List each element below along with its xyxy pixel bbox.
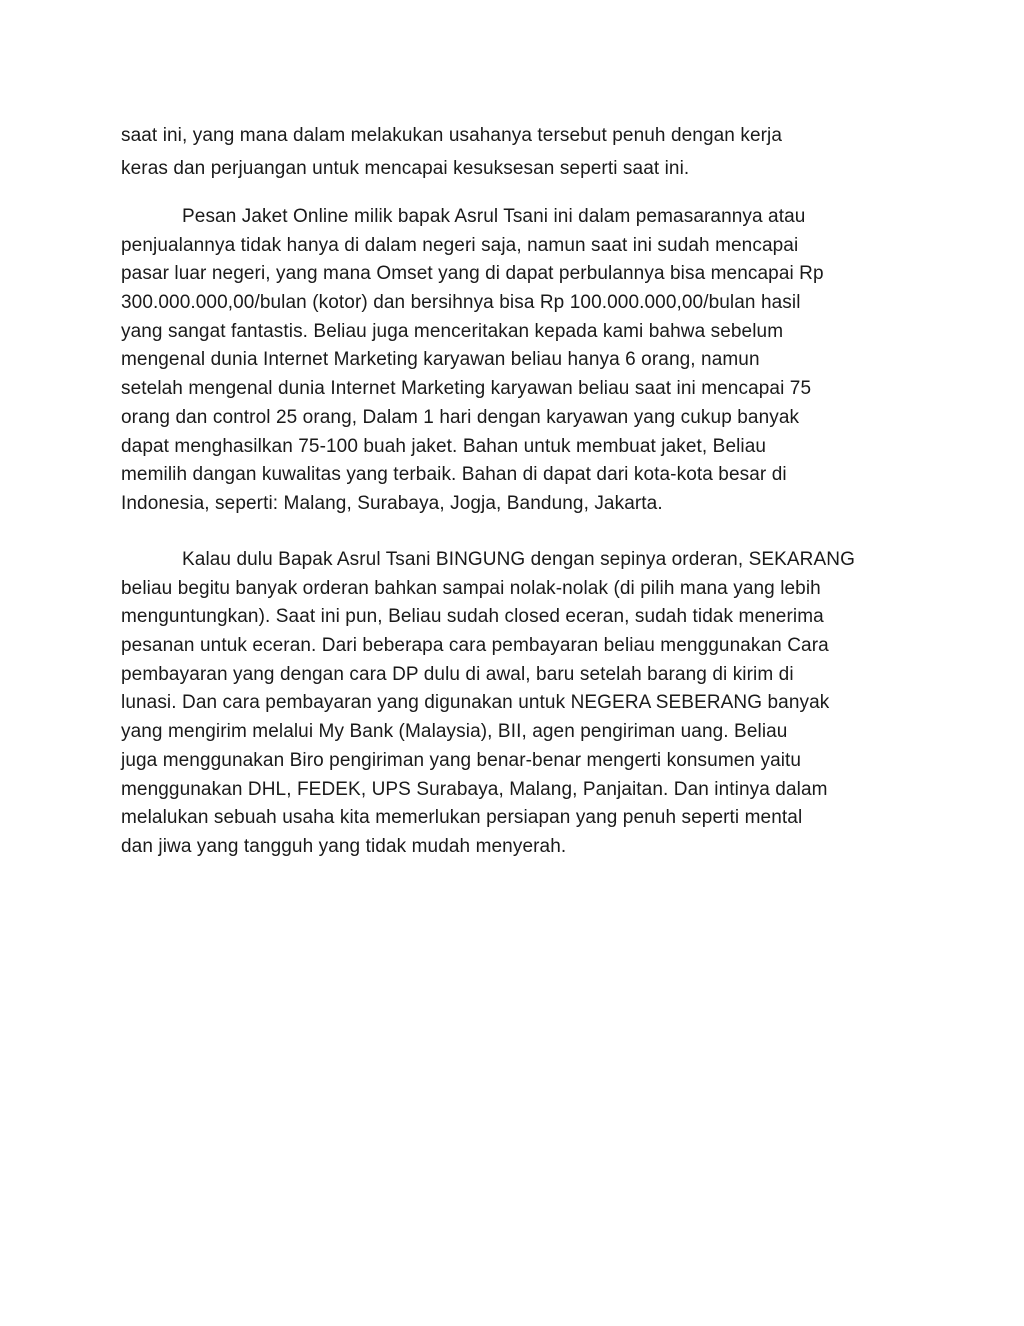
paragraph-continuation [121, 122, 911, 183]
paragraph-line: menguntungkan). Saat ini pun, Beliau sudah closed eceran, sudah tidak menerima [121, 606, 824, 628]
paragraph-line: saat ini, yang mana dalam melakukan usahanya tersebut penuh dengan kerja [121, 125, 783, 146]
paragraph-line: pasar luar negeri, yang mana Omset yang di dapat perbulannya bisa mencapai Rp [121, 263, 824, 285]
paragraph-line: melalukan sebuah usaha kita memerlukan persiapan yang penuh seperti mental [121, 807, 803, 829]
paragraph-line: yang sangat fantastis. Beliau juga menceritakan kepada kami bahwa sebelum [121, 320, 784, 342]
paragraph-business-overview [121, 203, 911, 519]
paragraph-line: 300.000.000,00/bulan (kotor) dan bersihnya bisa Rp 100.000.000,00/bulan hasil [121, 292, 801, 314]
paragraph-line: yang mengirim melalui My Bank (Malaysia), BII, agen pengiriman uang. Beliau [121, 721, 788, 743]
paragraph-line: menggunakan DHL, FEDEK, UPS Surabaya, Malang, Panjaitan. Dan intinya dalam [121, 778, 828, 800]
paragraph-line: pesanan untuk eceran. Dari beberapa cara pembayaran beliau menggunakan Cara [121, 635, 829, 657]
paragraph-line: orang dan control 25 orang, Dalam 1 hari dengan karyawan yang cukup banyak [121, 406, 800, 428]
paragraph-line: setelah mengenal dunia Internet Marketing karyawan beliau saat ini mencapai 75 [121, 378, 812, 400]
paragraph-line: dapat menghasilkan 75-100 buah jaket. Bahan untuk membuat jaket, Beliau [121, 435, 767, 457]
paragraph-line: beliau begitu banyak orderan bahkan sampai nolak-nolak (di pilih mana yang lebih [121, 577, 821, 599]
paragraph-line: Pesan Jaket Online milik bapak Asrul Tsani ini dalam pemasarannya atau [182, 206, 806, 227]
paragraph-orders-and-payment [121, 546, 911, 862]
paragraph-line: juga menggunakan Biro pengiriman yang benar-benar mengerti konsumen yaitu [121, 749, 802, 771]
paragraph-line: lunasi. Dan cara pembayaran yang digunakan untuk NEGERA SEBERANG banyak [121, 692, 830, 714]
paragraph-line: mengenal dunia Internet Marketing karyawan beliau hanya 6 orang, namun [121, 349, 760, 371]
paragraph-line: keras dan perjuangan untuk mencapai kesuksesan seperti saat ini. [121, 157, 690, 179]
paragraph-line: memilih dangan kuwalitas yang terbaik. Bahan di dapat dari kota-kota besar di [121, 464, 787, 486]
paragraph-line: Indonesia, seperti: Malang, Surabaya, Jogja, Bandung, Jakarta. [121, 492, 663, 514]
paragraph-line: dan jiwa yang tangguh yang tidak mudah menyerah. [121, 835, 567, 857]
paragraph-line: Kalau dulu Bapak Asrul Tsani BINGUNG dengan sepinya orderan, SEKARANG [182, 549, 855, 570]
paragraph-line: penjualannya tidak hanya di dalam negeri saja, namun saat ini sudah mencapai [121, 234, 799, 256]
paragraph-line: pembayaran yang dengan cara DP dulu di awal, baru setelah barang di kirim di [121, 663, 794, 685]
